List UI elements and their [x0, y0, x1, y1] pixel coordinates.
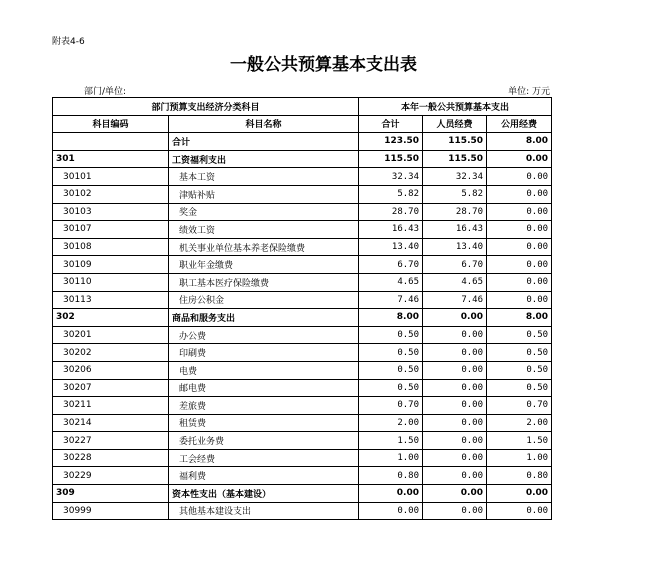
row-personnel: 4.65	[423, 273, 487, 291]
unit-label: 单位: 万元	[508, 87, 550, 97]
row-code	[53, 133, 169, 151]
row-code: 30999	[53, 502, 169, 520]
row-public: 0.50	[487, 361, 552, 379]
table-row	[53, 256, 552, 274]
row-code: 302	[53, 309, 169, 327]
row-code: 30229	[53, 467, 169, 485]
row-code: 30206	[53, 361, 169, 379]
row-total: 1.00	[359, 449, 423, 467]
row-name: 差旅费	[169, 397, 359, 415]
row-total: 0.50	[359, 326, 423, 344]
table-row	[53, 502, 552, 520]
row-personnel: 0.00	[423, 397, 487, 415]
row-name: 办公费	[169, 326, 359, 344]
row-personnel: 115.50	[423, 133, 487, 151]
row-code: 30214	[53, 414, 169, 432]
table-row	[53, 185, 552, 203]
table-row	[53, 397, 552, 415]
row-public: 0.00	[487, 185, 552, 203]
row-name: 邮电费	[169, 379, 359, 397]
row-public: 0.00	[487, 291, 552, 309]
row-name: 其他基本建设支出	[169, 502, 359, 520]
table-row	[53, 467, 552, 485]
row-personnel: 5.82	[423, 185, 487, 203]
budget-table	[52, 97, 552, 520]
table-row	[53, 238, 552, 256]
row-name: 职业年金缴费	[169, 256, 359, 274]
table-row	[53, 414, 552, 432]
header-personnel: 人员经费	[423, 115, 487, 133]
table-row	[53, 449, 552, 467]
row-public: 0.00	[487, 273, 552, 291]
row-name: 委托业务费	[169, 432, 359, 450]
row-total: 8.00	[359, 309, 423, 327]
row-personnel: 0.00	[423, 379, 487, 397]
page-title: 一般公共预算基本支出表	[230, 55, 417, 75]
row-code: 30228	[53, 449, 169, 467]
row-code: 30113	[53, 291, 169, 309]
header-group-row	[53, 98, 552, 116]
row-total: 2.00	[359, 414, 423, 432]
row-personnel: 28.70	[423, 203, 487, 221]
row-name: 福利费	[169, 467, 359, 485]
row-public: 0.00	[487, 238, 552, 256]
row-code: 30202	[53, 344, 169, 362]
row-public: 8.00	[487, 133, 552, 151]
row-code: 30227	[53, 432, 169, 450]
row-personnel: 0.00	[423, 432, 487, 450]
row-total: 7.46	[359, 291, 423, 309]
row-public: 1.00	[487, 449, 552, 467]
table-row	[53, 309, 552, 327]
header-name: 科目名称	[169, 115, 359, 133]
header-group-left: 部门预算支出经济分类科目	[53, 98, 359, 116]
row-personnel: 0.00	[423, 467, 487, 485]
row-code: 30103	[53, 203, 169, 221]
row-public: 0.00	[487, 256, 552, 274]
row-public: 0.50	[487, 344, 552, 362]
row-total: 0.70	[359, 397, 423, 415]
row-personnel: 115.50	[423, 150, 487, 168]
row-public: 0.50	[487, 326, 552, 344]
row-code: 30201	[53, 326, 169, 344]
row-total: 0.50	[359, 344, 423, 362]
row-personnel: 0.00	[423, 502, 487, 520]
row-total: 4.65	[359, 273, 423, 291]
row-name: 合计	[169, 133, 359, 151]
row-personnel: 13.40	[423, 238, 487, 256]
table-row	[53, 221, 552, 239]
row-personnel: 0.00	[423, 309, 487, 327]
table-row	[53, 361, 552, 379]
row-personnel: 6.70	[423, 256, 487, 274]
table-row	[53, 203, 552, 221]
row-public: 2.00	[487, 414, 552, 432]
row-code: 30109	[53, 256, 169, 274]
row-public: 0.00	[487, 150, 552, 168]
row-code: 30101	[53, 168, 169, 186]
table-row	[53, 291, 552, 309]
row-public: 0.00	[487, 203, 552, 221]
row-personnel: 16.43	[423, 221, 487, 239]
row-name: 职工基本医疗保险缴费	[169, 273, 359, 291]
row-code: 301	[53, 150, 169, 168]
row-code: 30207	[53, 379, 169, 397]
attachment-label: 附表4-6	[52, 37, 85, 47]
header-total: 合计	[359, 115, 423, 133]
row-total: 1.50	[359, 432, 423, 450]
row-personnel: 0.00	[423, 344, 487, 362]
row-total: 32.34	[359, 168, 423, 186]
row-name: 印刷费	[169, 344, 359, 362]
row-name: 租赁费	[169, 414, 359, 432]
row-personnel: 0.00	[423, 326, 487, 344]
header-column-row	[53, 115, 552, 133]
department-label: 部门/单位:	[84, 87, 127, 97]
table-row	[53, 344, 552, 362]
row-name: 工资福利支出	[169, 150, 359, 168]
table-row	[53, 168, 552, 186]
header-group-right: 本年一般公共预算基本支出	[359, 98, 552, 116]
row-total: 6.70	[359, 256, 423, 274]
table-row	[53, 133, 552, 151]
row-name: 基本工资	[169, 168, 359, 186]
row-total: 0.00	[359, 502, 423, 520]
table-row	[53, 379, 552, 397]
row-personnel: 32.34	[423, 168, 487, 186]
row-total: 0.50	[359, 361, 423, 379]
row-total: 16.43	[359, 221, 423, 239]
row-code: 30110	[53, 273, 169, 291]
row-total: 123.50	[359, 133, 423, 151]
row-name: 绩效工资	[169, 221, 359, 239]
table-row	[53, 150, 552, 168]
row-code: 30108	[53, 238, 169, 256]
row-public: 1.50	[487, 432, 552, 450]
row-name: 机关事业单位基本养老保险缴费	[169, 238, 359, 256]
row-personnel: 7.46	[423, 291, 487, 309]
row-total: 13.40	[359, 238, 423, 256]
row-public: 0.80	[487, 467, 552, 485]
row-code: 30102	[53, 185, 169, 203]
row-personnel: 0.00	[423, 414, 487, 432]
row-code: 309	[53, 485, 169, 503]
row-name: 津贴补贴	[169, 185, 359, 203]
row-total: 0.00	[359, 485, 423, 503]
row-name: 工会经费	[169, 449, 359, 467]
row-name: 资本性支出（基本建设）	[169, 485, 359, 503]
row-personnel: 0.00	[423, 361, 487, 379]
header-code: 科目编码	[53, 115, 169, 133]
row-public: 0.70	[487, 397, 552, 415]
row-public: 0.00	[487, 221, 552, 239]
header-public: 公用经费	[487, 115, 552, 133]
row-name: 商品和服务支出	[169, 309, 359, 327]
row-total: 5.82	[359, 185, 423, 203]
row-total: 115.50	[359, 150, 423, 168]
row-public: 0.00	[487, 502, 552, 520]
table-row	[53, 432, 552, 450]
table-row	[53, 273, 552, 291]
row-code: 30211	[53, 397, 169, 415]
table-row	[53, 485, 552, 503]
row-personnel: 0.00	[423, 449, 487, 467]
row-personnel: 0.00	[423, 485, 487, 503]
row-total: 28.70	[359, 203, 423, 221]
row-name: 电费	[169, 361, 359, 379]
row-public: 0.00	[487, 485, 552, 503]
row-public: 8.00	[487, 309, 552, 327]
row-code: 30107	[53, 221, 169, 239]
row-total: 0.80	[359, 467, 423, 485]
row-name: 奖金	[169, 203, 359, 221]
table-row	[53, 326, 552, 344]
row-public: 0.50	[487, 379, 552, 397]
row-total: 0.50	[359, 379, 423, 397]
row-public: 0.00	[487, 168, 552, 186]
row-name: 住房公积金	[169, 291, 359, 309]
